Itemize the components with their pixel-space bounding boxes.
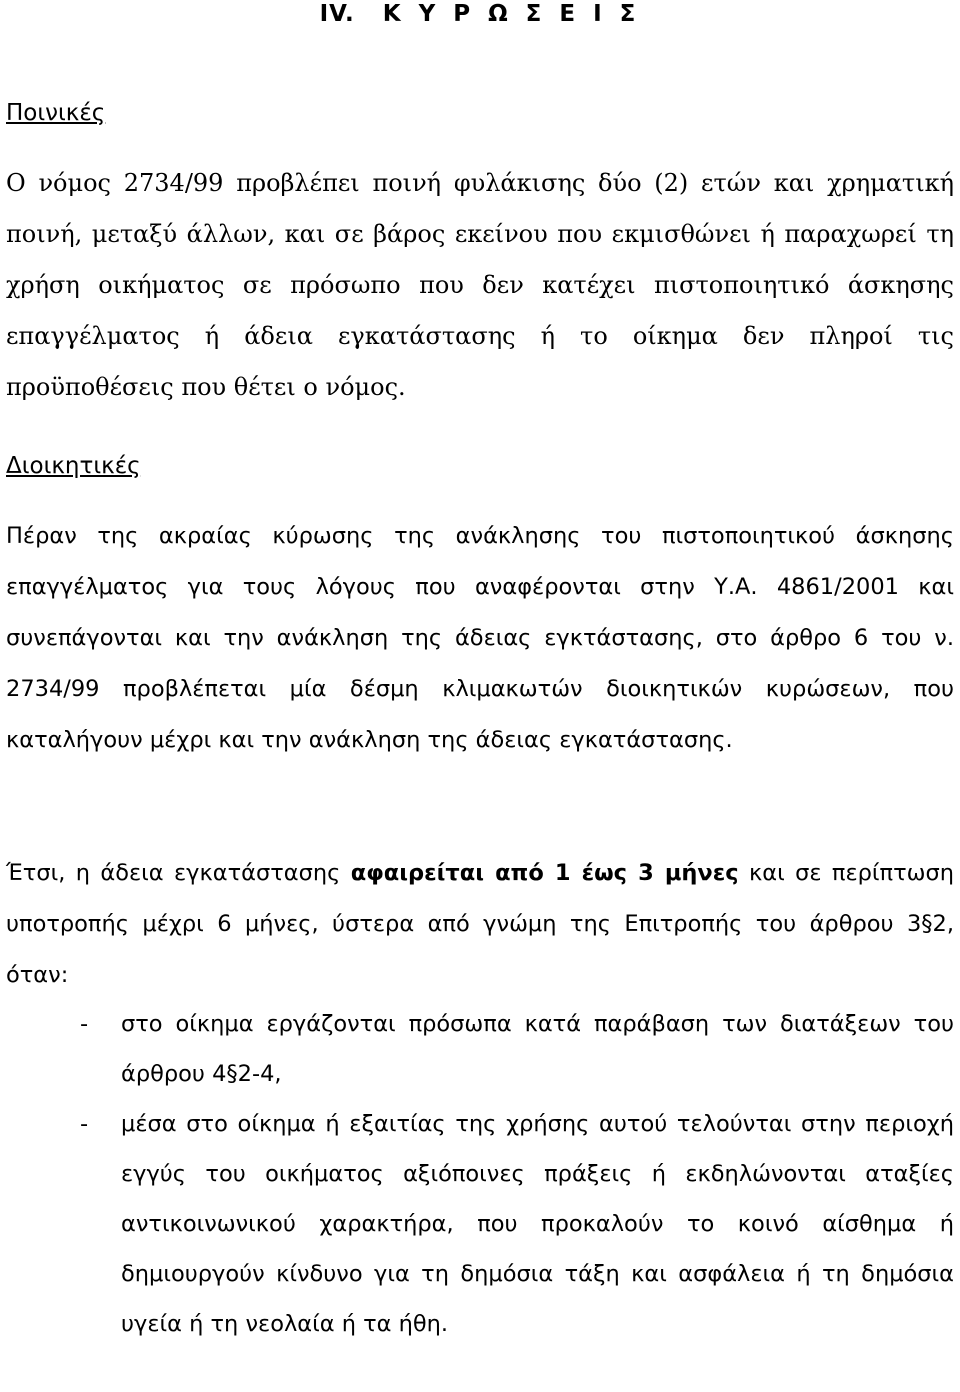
section-paragraph-administrative: Πέραν της ακραίας κύρωσης της ανάκλησης του πιστοποιητικού άσκησης επαγγέλματος για τους λόγους που αναφέρονται στην Υ.Α. 4861/2001 και συνεπάγονται και την ανάκληση της άδειας εγκτάστασης, στο άρθρο 6 του ν. 2734/99 προβλέπεται μία δέσμη κλιμακωτών διοικητικών κυρώσεων, που καταλήγουν μέχρι και την ανάκληση της άδειας εγκατάστασης. [6, 523, 954, 753]
list-dash: - [80, 1011, 89, 1037]
conditions-list [0, 999, 954, 1349]
section-paragraph-penal: Ο νόμος 2734/99 προβλέπει ποινή φυλάκισης δύο (2) ετών και χρηματική ποινή, μεταξύ άλλων, και σε βάρος εκείνου που εκμισθώνει ή παραχωρεί τη χρήση οικήματος σε πρόσωπο που δεν κατέχει πιστοποιητικό άσκησης επαγγέλματος ή άδεια εγκατάστασης ή το οίκημα δεν πληροί τις προϋποθέσεις που θέτει ο νόμος. [6, 169, 954, 401]
section-heading-penal: Ποινικές [6, 100, 106, 126]
page-title [0, 0, 960, 28]
list-item-text: μέσα στο οίκημα ή εξαιτίας της χρήσης αυτού τελούνται στην περιοχή εγγύς του οικήματος αξιόποινες πράξεις ή εκδηλώνονται αταξίες αντικοινωνικού χαρακτήρα, που προκαλούν το κοινό αίσθημα ή δημιουργούν κίνδυνο για τη δημόσια τάξη και ασφάλεια ή τη δημόσια υγεία ή τη νεολαία ή τα ήθη. [121, 1111, 954, 1337]
list-item [0, 1099, 954, 1349]
list-item-text: στο οίκημα εργάζονται πρόσωπα κατά παράβαση των διατάξεων του άρθρου 4§2-4, [121, 1011, 954, 1087]
closing-paragraph [6, 848, 954, 1001]
list-item [0, 999, 954, 1099]
closing-text-start: Έτσι, η άδεια εγκατάστασης [6, 860, 351, 886]
title-number: IV. [319, 1, 355, 27]
closing-text-end: και σε περίπτωση υποτροπής μέχρι 6 μήνες, ύστερα από γνώμη της Επιτροπής του άρθρου 3§2, όταν: [6, 860, 954, 988]
section-heading-administrative: Διοικητικές [6, 453, 141, 479]
list-dash: - [80, 1111, 89, 1137]
closing-bold-text: αφαιρείται από 1 έως 3 μήνες [350, 860, 739, 886]
title-text: Κ Υ Ρ Ω Σ Ε Ι Σ [382, 1, 641, 27]
